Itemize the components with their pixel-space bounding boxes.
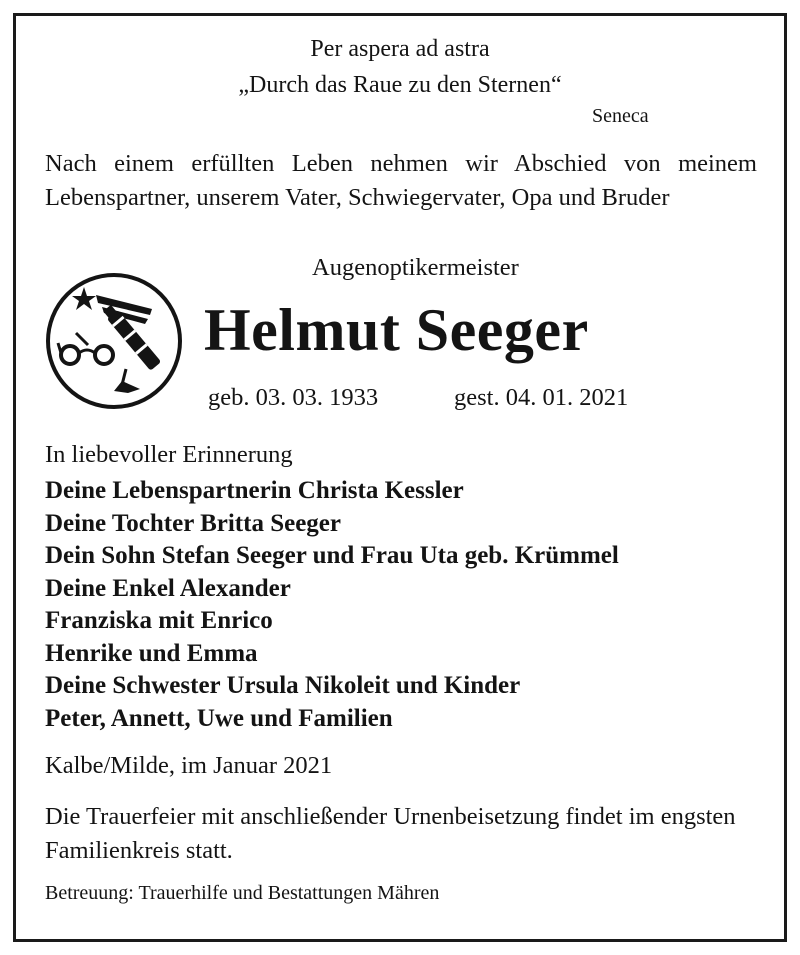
relative-item: Franziska mit Enrico: [45, 607, 273, 634]
relative-item: Henrike und Emma: [45, 639, 258, 667]
place-date: Kalbe/Milde, im Januar 2021: [45, 752, 333, 779]
motto-author: Seneca: [592, 105, 649, 127]
motto-german: „Durch das Raue zu den Sternen“: [238, 72, 562, 98]
relative-item: Deine Lebenspartnerin Christa Kessler: [45, 477, 464, 504]
relative-item: Dein Sohn Stefan Seeger und Frau Uta geb. Krümmel: [45, 542, 619, 569]
motto-latin: Per aspera ad astra: [310, 36, 490, 62]
relative-item: Deine Schwester Ursula Nikoleit und Kinder: [45, 672, 521, 699]
relative-item: Peter, Annett, Uwe und Familien: [45, 704, 393, 732]
relative-item: Deine Tochter Britta Seeger: [45, 509, 341, 537]
optician-guild-emblem-icon: [44, 271, 184, 411]
relative-item: Deine Enkel Alexander: [45, 574, 291, 602]
intro-text: Nach einem erfüllten Leben nehmen wir Abschied von meinem Lebenspartner, unserem Vater, Schwiegervater, Opa und Bruder: [45, 150, 757, 211]
deceased-name: Helmut Seeger: [204, 297, 589, 363]
profession: Augenoptikermeister: [312, 254, 519, 281]
remembrance-line: In liebevoller Erinnerung: [45, 441, 293, 468]
funeral-note: Die Trauerfeier mit anschließender Urnenbeisetzung findet im engsten Familienkreis statt.: [45, 803, 736, 864]
care-note: Betreuung: Trauerhilfe und Bestattungen Mähren: [45, 882, 440, 904]
relatives-list: [45, 475, 619, 735]
death-date: gest. 04. 01. 2021: [454, 384, 629, 411]
birth-date: geb. 03. 03. 1933: [208, 384, 379, 411]
